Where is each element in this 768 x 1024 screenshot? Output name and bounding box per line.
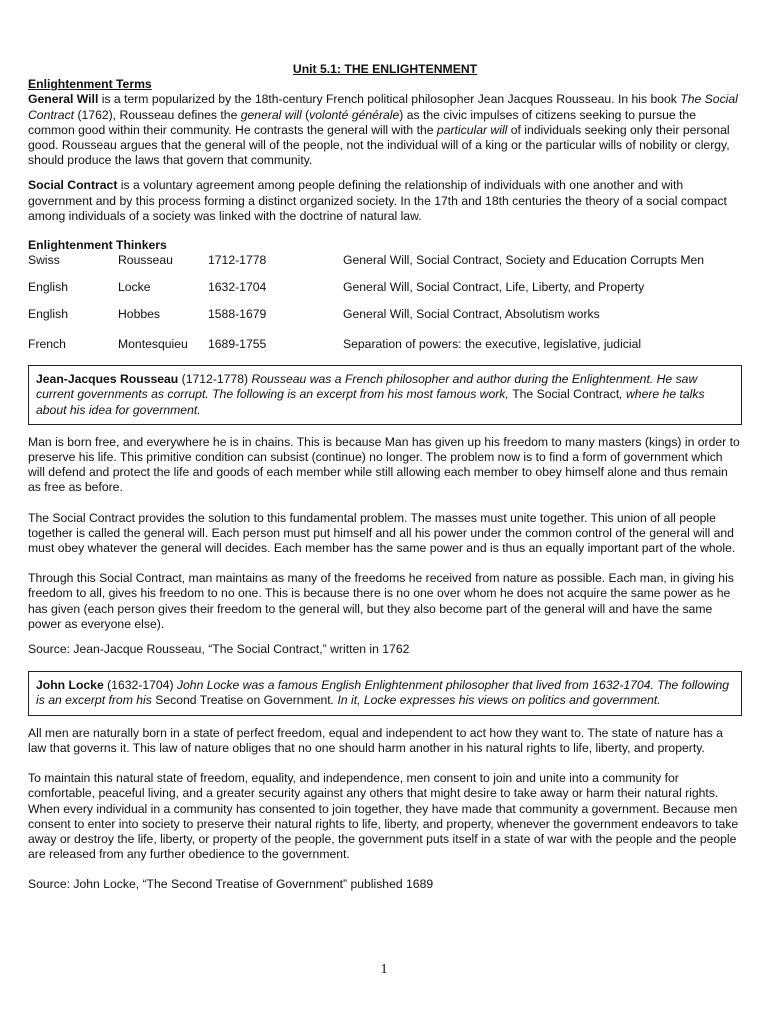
name-cell: Hobbes [118,307,161,322]
years-cell: 1632-1704 [208,280,267,295]
thinkers-heading: Enlightenment Thinkers [28,238,167,253]
book-title: The Social Contract [28,92,738,122]
social-contract-term: Social Contract [28,178,118,193]
text-run: is a voluntary agreement among people defining the relationship of individuals with one another and with government and by this process forming a distinct organized society. In the 17th and 18th centuries the theory of a social compact among individuals of a society was linked with the doctrine of natural law. [28,178,727,223]
social-contract-paragraph [28,178,742,224]
locke-paragraph-2: To maintain this natural state of freedom, equality, and independence, men consent to join and unite into a community for comfortable, peaceful living, and a greater security against any others that might desire to take away or harm their natural rights. When every individual in a community has consented to join together, they have made that community a government. Because men consent to enter into society to preserve their natural rights to life, liberty, and property, whenever the government endeavors to take away or destroy the life, liberty, or property of the people, the government puts itself in a state of war with the people and the people are released from any further obedience to the government. [28,771,739,862]
table-row [28,280,742,307]
text-run: is a term popularized by the 18th-century French political philosopher Jean Jacques Rousseau. In his book [98,92,681,107]
years-cell: 1689-1755 [208,337,267,352]
ideas-cell: General Will, Social Contract, Absolutism works [343,307,600,322]
intro-italic: , where he talks about his idea for government. [36,387,705,417]
general-will-paragraph [28,92,742,168]
nation-cell: Swiss [28,253,60,268]
general-will-term: General Will [28,92,99,107]
intro-italic: John Locke was a famous English Enlightenment philosopher that lived from 1632-1704. The following is an excerpt from his [36,678,730,708]
nation-cell: English [28,280,68,295]
text-run: (1762), Rousseau defines the [74,107,241,122]
name-cell: Locke [118,280,151,295]
italic-term: volonté générale [309,107,400,122]
work-title: Second Treatise on Government [155,693,331,708]
thinkers-table [28,253,742,359]
document-page [28,62,742,893]
page-title: Unit 5.1: THE ENLIGHTENMENT [292,62,478,76]
italic-term: general will [240,107,302,122]
work-title: The Social Contract [512,387,620,402]
locke-source: Source: John Locke, “The Second Treatise of Government” published 1689 [28,877,434,892]
years-cell: 1712-1778 [208,253,267,268]
text-run: of individuals seeking only their personal good. Rousseau argues that the general will of the people, not the individual will of a king or the particular wills of nobility or clergy, should produce the laws that govern that community. [28,122,730,168]
terms-heading: Enlightenment Terms [28,77,152,92]
locke-name: John Locke [36,678,104,693]
text-run: ( [301,107,310,122]
intro-italic: . In it, Locke expresses his views on politics and government. [330,693,661,708]
text-run: ) as the civic impulses of citizens seeking to pursue the common good within their community. He contrasts the general will with the [28,107,696,137]
ideas-cell: Separation of powers: the executive, legislative, judicial [343,337,642,352]
rousseau-name: Jean-Jacques Rousseau [36,372,179,387]
name-cell: Montesquieu [118,337,188,352]
locke-paragraph-1: All men are naturally born in a state of perfect freedom, equal and independent to act how they want to. The state of nature has a law that governs it. This law of nature obliges that no one should harm another in his natural rights to life, liberty, and property. [28,725,723,755]
rousseau-source: Source: Jean-Jacque Rousseau, “The Social Contract,” written in 1762 [28,642,410,657]
table-row [28,253,742,280]
years-text: (1632-1704) [103,678,177,693]
name-cell: Rousseau [118,253,173,268]
intro-italic: Rousseau was a French philosopher and author during the Enlightenment. He saw current governments as corrupt. The following is an excerpt from his most famous work, [36,372,698,402]
table-row [28,337,742,359]
years-text: (1712-1778) [178,372,252,387]
table-row [28,307,742,337]
years-cell: 1588-1679 [208,307,267,322]
rousseau-paragraph-3: Through this Social Contract, man maintains as many of the freedoms he received from nature as possible. Each man, in giving his freedom to all, gives his freedom to no one. This is because there is no one over whom he does not acquire the same power as he has given (each person gives their freedom to the general will, but they also become part of the general will and have the same power as everyone else). [28,571,734,631]
ideas-cell: General Will, Social Contract, Society and Education Corrupts Men [343,253,705,268]
italic-term: particular will [436,122,508,137]
rousseau-paragraph-1: Man is born free, and everywhere he is in chains. This is because Man has given up his freedom to many masters (kings) in order to preserve his life. This primitive condition can subsist (continue) no longer. The problem now is to find a form of government which will defend and protect the life and goods of each member while still allowing each member to obey himself alone and thus remain as free as before. [28,434,740,495]
ideas-cell: General Will, Social Contract, Life, Liberty, and Property [343,280,645,295]
rousseau-paragraph-2: The Social Contract provides the solution to this fundamental problem. The masses must unite together. This union of all people together is called the general will. Each person must put himself and all his power under the common control of the general will and must obey whatever the general will decides. Each member has the same power and is thus an equally important part of the whole. [28,510,736,556]
nation-cell: French [28,337,66,352]
page-number: 1 [380,962,388,977]
locke-intro-box [28,671,742,715]
rousseau-intro-box [28,365,742,425]
nation-cell: English [28,307,68,322]
